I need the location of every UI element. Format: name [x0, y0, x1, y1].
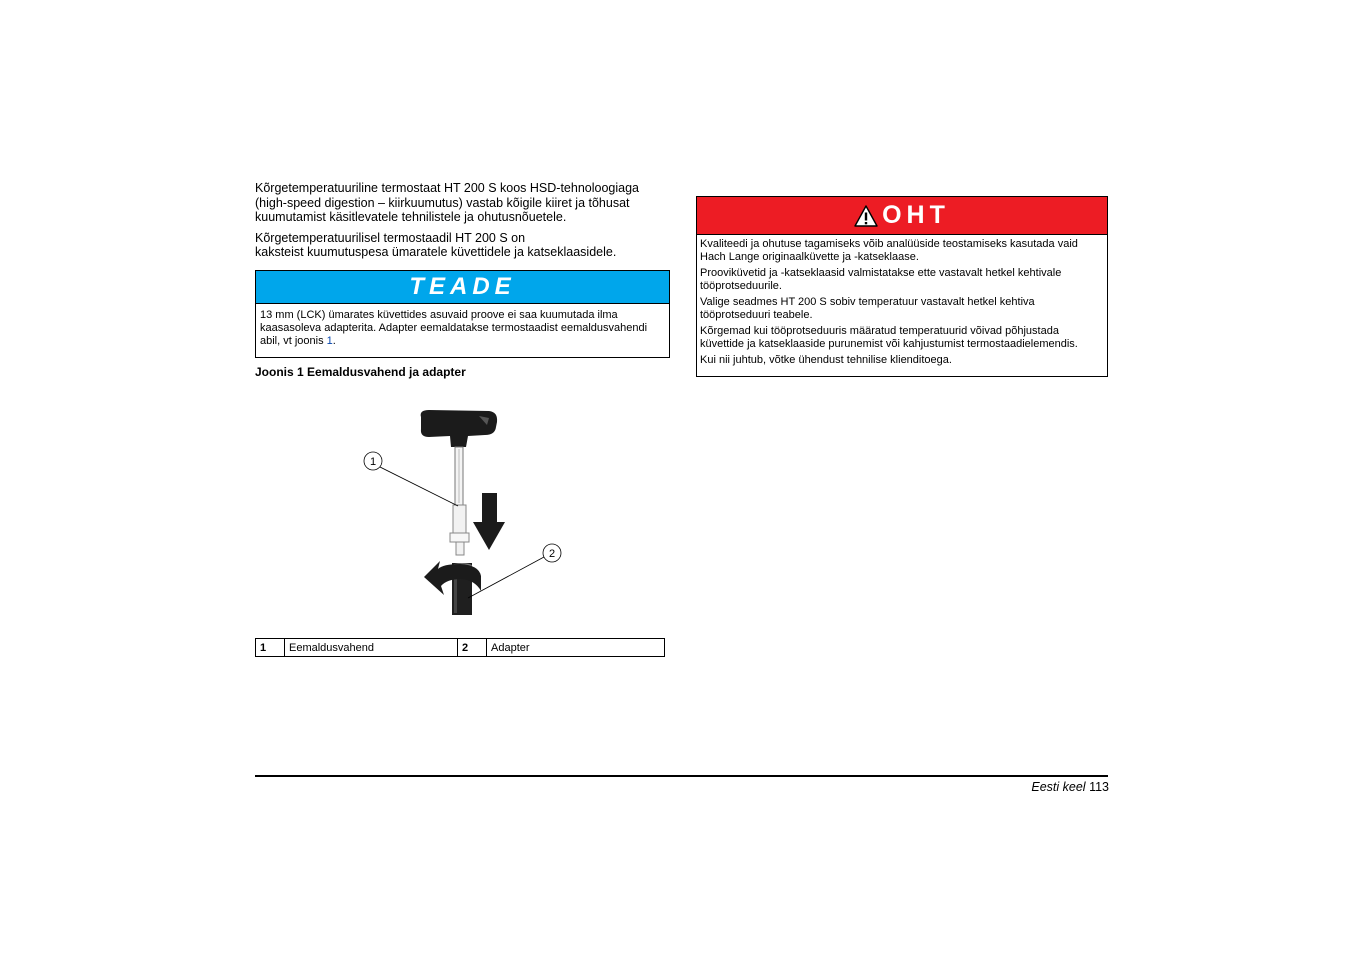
danger-header: [697, 197, 1107, 235]
page-number: 113: [1089, 780, 1109, 794]
intro-paragraph-1: Kõrgetemperatuuriline termostaat HT 200 S koos HSD-tehnoloogiaga (high-speed digestion – kiirkuumutus) vastab kõigile kiiret ja tõhusat kuumutamist käsitlevatele tehnilistele ja ohutusnõuetele.: [255, 181, 640, 225]
legend-number: 2: [458, 639, 487, 657]
legend-row: [256, 639, 665, 657]
notice-header: [256, 271, 669, 304]
warning-triangle-icon: [854, 205, 878, 227]
danger-item: Kui nii juhtub, võtke ühendust tehnilise klienditoega.: [700, 354, 952, 366]
danger-item: Prooviküvetid ja -katseklaasid valmistatakse ette vastavalt hetkel kehtivale tööprotseduurile.: [700, 267, 1062, 292]
legend-number: 1: [256, 639, 285, 657]
page-footer: [950, 780, 1109, 794]
intro-text: [255, 181, 670, 266]
notice-heading: TEADE: [409, 273, 516, 300]
danger-item: Valige seadmes HT 200 S sobiv temperatuur vastavalt hetkel kehtiva tööprotseduuri teabele.: [700, 296, 1035, 321]
danger-body: [697, 235, 1107, 376]
push-down-arrow: [473, 493, 505, 550]
danger-item: Kõrgemad kui tööprotseduuris määratud temperatuurid võivad põhjustada küvettide ja katseklaaside purunemist või kahjustumist termostaadielemendis.: [700, 325, 1078, 350]
intro-paragraph-2: [255, 231, 670, 260]
figure-title: Joonis 1 Eemaldusvahend ja adapter: [255, 365, 466, 379]
notice-box: [255, 270, 670, 358]
callout-1-leader: [380, 467, 458, 506]
footer-language: Eesti keel: [1031, 780, 1086, 794]
intro-paragraph-2-line-1: Kõrgetemperatuurilisel termostaadil HT 200 S on: [255, 230, 526, 245]
legend-label: Eemaldusvahend: [285, 639, 458, 657]
notice-text-end: .: [332, 335, 336, 347]
danger-heading: OHT: [882, 201, 950, 229]
notice-body: [256, 304, 669, 357]
intro-paragraph-2-line-2: kaksteist kuumutuspesa ümaratele küvettidele ja katseklaasidele.: [255, 245, 617, 260]
footer-rule: [255, 775, 1108, 777]
danger-item: Kvaliteedi ja ohutuse tagamiseks võib analüüside teostamiseks kasutada vaid Hach Lange originaalküvette ja -katseklaase.: [700, 238, 1078, 263]
callout-1-label: 1: [369, 456, 377, 468]
figure-legend-table: [255, 638, 665, 657]
danger-box: [696, 196, 1108, 377]
figure-illustration: [355, 405, 570, 620]
callout-2-label: 2: [548, 548, 556, 560]
legend-label: Adapter: [487, 639, 665, 657]
figure-link[interactable]: 1: [326, 335, 333, 347]
notice-text: 13 mm (LCK) ümarates küvettides asuvaid proove ei saa kuumutada ilma kaasasoleva adapterita. Adapter eemaldatakse termostaadist eemaldusvahendi abil, vt joonis: [260, 309, 648, 347]
